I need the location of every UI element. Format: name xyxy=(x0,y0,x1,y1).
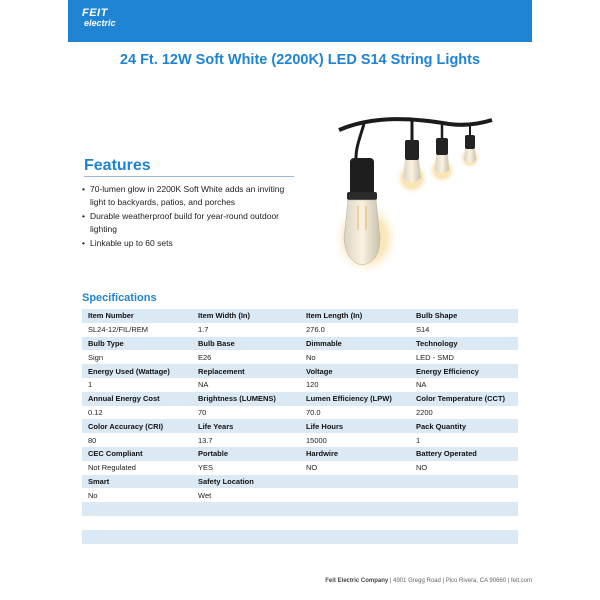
spec-label: Item Number xyxy=(82,309,192,323)
footer-address: | 4901 Gregg Road | Pico Rivera, CA 90660 | xyxy=(388,578,511,584)
string-lights-photo xyxy=(334,110,494,280)
spec-value xyxy=(410,488,518,502)
features-heading: Features xyxy=(84,157,151,174)
spec-label: Item Length (In) xyxy=(300,309,410,323)
spec-label-row xyxy=(82,337,518,351)
spec-value: 1 xyxy=(82,378,192,392)
spec-value-row xyxy=(82,323,518,337)
spec-value: 15000 xyxy=(300,433,410,447)
spec-value: E26 xyxy=(192,350,300,364)
logo-line-2: electric xyxy=(84,18,116,28)
spec-label: Hardwire xyxy=(300,447,410,461)
spec-label: Pack Quantity xyxy=(410,419,518,433)
spec-value: 13.7 xyxy=(192,433,300,447)
item-number-link[interactable]: SL24-12/FIL/REM xyxy=(82,323,192,337)
footer-company: Feit Electric Company xyxy=(325,578,389,584)
feature-item: • Linkable up to 60 sets xyxy=(82,237,296,250)
spec-value: 1 xyxy=(410,433,518,447)
spec-value: 276.0 xyxy=(300,323,410,337)
spec-value-row xyxy=(82,461,518,475)
spec-value: 1.7 xyxy=(192,323,300,337)
spec-value: 2200 xyxy=(410,406,518,420)
spec-label: Battery Operated xyxy=(410,447,518,461)
spec-value: S14 xyxy=(410,323,518,337)
product-title: 24 Ft. 12W Soft White (2200K) LED S14 String Lights xyxy=(119,52,481,68)
specifications-table xyxy=(82,309,518,544)
spec-empty-row xyxy=(82,530,518,544)
spec-value: Not Regulated xyxy=(82,461,192,475)
spec-label-row xyxy=(82,392,518,406)
spec-label: CEC Compliant xyxy=(82,447,192,461)
spec-label: Bulb Type xyxy=(82,337,192,351)
spec-label-row xyxy=(82,364,518,378)
feit-electric-logo xyxy=(82,8,116,28)
spec-label: Bulb Shape xyxy=(410,309,518,323)
spec-label: Life Years xyxy=(192,419,300,433)
header-banner xyxy=(68,0,532,42)
spec-value: NA xyxy=(192,378,300,392)
page-footer xyxy=(68,578,532,584)
spec-value-row xyxy=(82,433,518,447)
spec-label: Item Width (In) xyxy=(192,309,300,323)
spec-label: Color Temperature (CCT) xyxy=(410,392,518,406)
spec-label: Lumen Efficiency (LPW) xyxy=(300,392,410,406)
spec-label: Color Accuracy (CRI) xyxy=(82,419,192,433)
spec-label-row xyxy=(82,447,518,461)
spec-label-row xyxy=(82,419,518,433)
spec-value: Sign xyxy=(82,350,192,364)
spec-empty-row xyxy=(82,502,518,516)
specifications-heading: Specifications xyxy=(82,292,157,304)
spec-label: Portable xyxy=(192,447,300,461)
spec-label: Energy Used (Wattage) xyxy=(82,364,192,378)
features-divider xyxy=(84,176,294,177)
spec-value-row xyxy=(82,406,518,420)
spec-value: YES xyxy=(192,461,300,475)
spec-label: Bulb Base xyxy=(192,337,300,351)
spec-label: Replacement xyxy=(192,364,300,378)
spec-value: NO xyxy=(410,461,518,475)
spec-value: 70.0 xyxy=(300,406,410,420)
spec-value-row xyxy=(82,350,518,364)
spec-value: LED - SMD xyxy=(410,350,518,364)
spec-value: No xyxy=(82,488,192,502)
feature-item: • Durable weatherproof build for year-round outdoor lighting xyxy=(82,210,296,236)
spec-sheet-page xyxy=(68,0,532,600)
spec-value: 0.12 xyxy=(82,406,192,420)
spec-value: NA xyxy=(410,378,518,392)
spec-label: Safety Location xyxy=(192,475,300,489)
spec-label: Dimmable xyxy=(300,337,410,351)
spec-label xyxy=(300,475,410,489)
spec-value: No xyxy=(300,350,410,364)
spec-label: Life Hours xyxy=(300,419,410,433)
spec-value: Wet xyxy=(192,488,300,502)
footer-website-link[interactable]: feit.com xyxy=(510,578,532,584)
spec-value: 120 xyxy=(300,378,410,392)
feature-item: • 70-lumen glow in 2200K Soft White adds an inviting light to backyards, patios, and porches xyxy=(82,183,296,209)
spec-label-row xyxy=(82,475,518,489)
features-list xyxy=(82,183,296,251)
spec-label: Smart xyxy=(82,475,192,489)
spec-value-row xyxy=(82,488,518,502)
spec-label: Brightness (LUMENS) xyxy=(192,392,300,406)
spec-label-row xyxy=(82,309,518,323)
spec-label: Annual Energy Cost xyxy=(82,392,192,406)
spec-empty-row xyxy=(82,516,518,530)
spec-label xyxy=(410,475,518,489)
spec-label: Technology xyxy=(410,337,518,351)
spec-label: Voltage xyxy=(300,364,410,378)
spec-value: NO xyxy=(300,461,410,475)
spec-value xyxy=(300,488,410,502)
spec-value: 70 xyxy=(192,406,300,420)
logo-line-1: FEIT xyxy=(82,7,108,19)
spec-value-row xyxy=(82,378,518,392)
spec-label: Energy Efficiency xyxy=(410,364,518,378)
spec-value: 80 xyxy=(82,433,192,447)
